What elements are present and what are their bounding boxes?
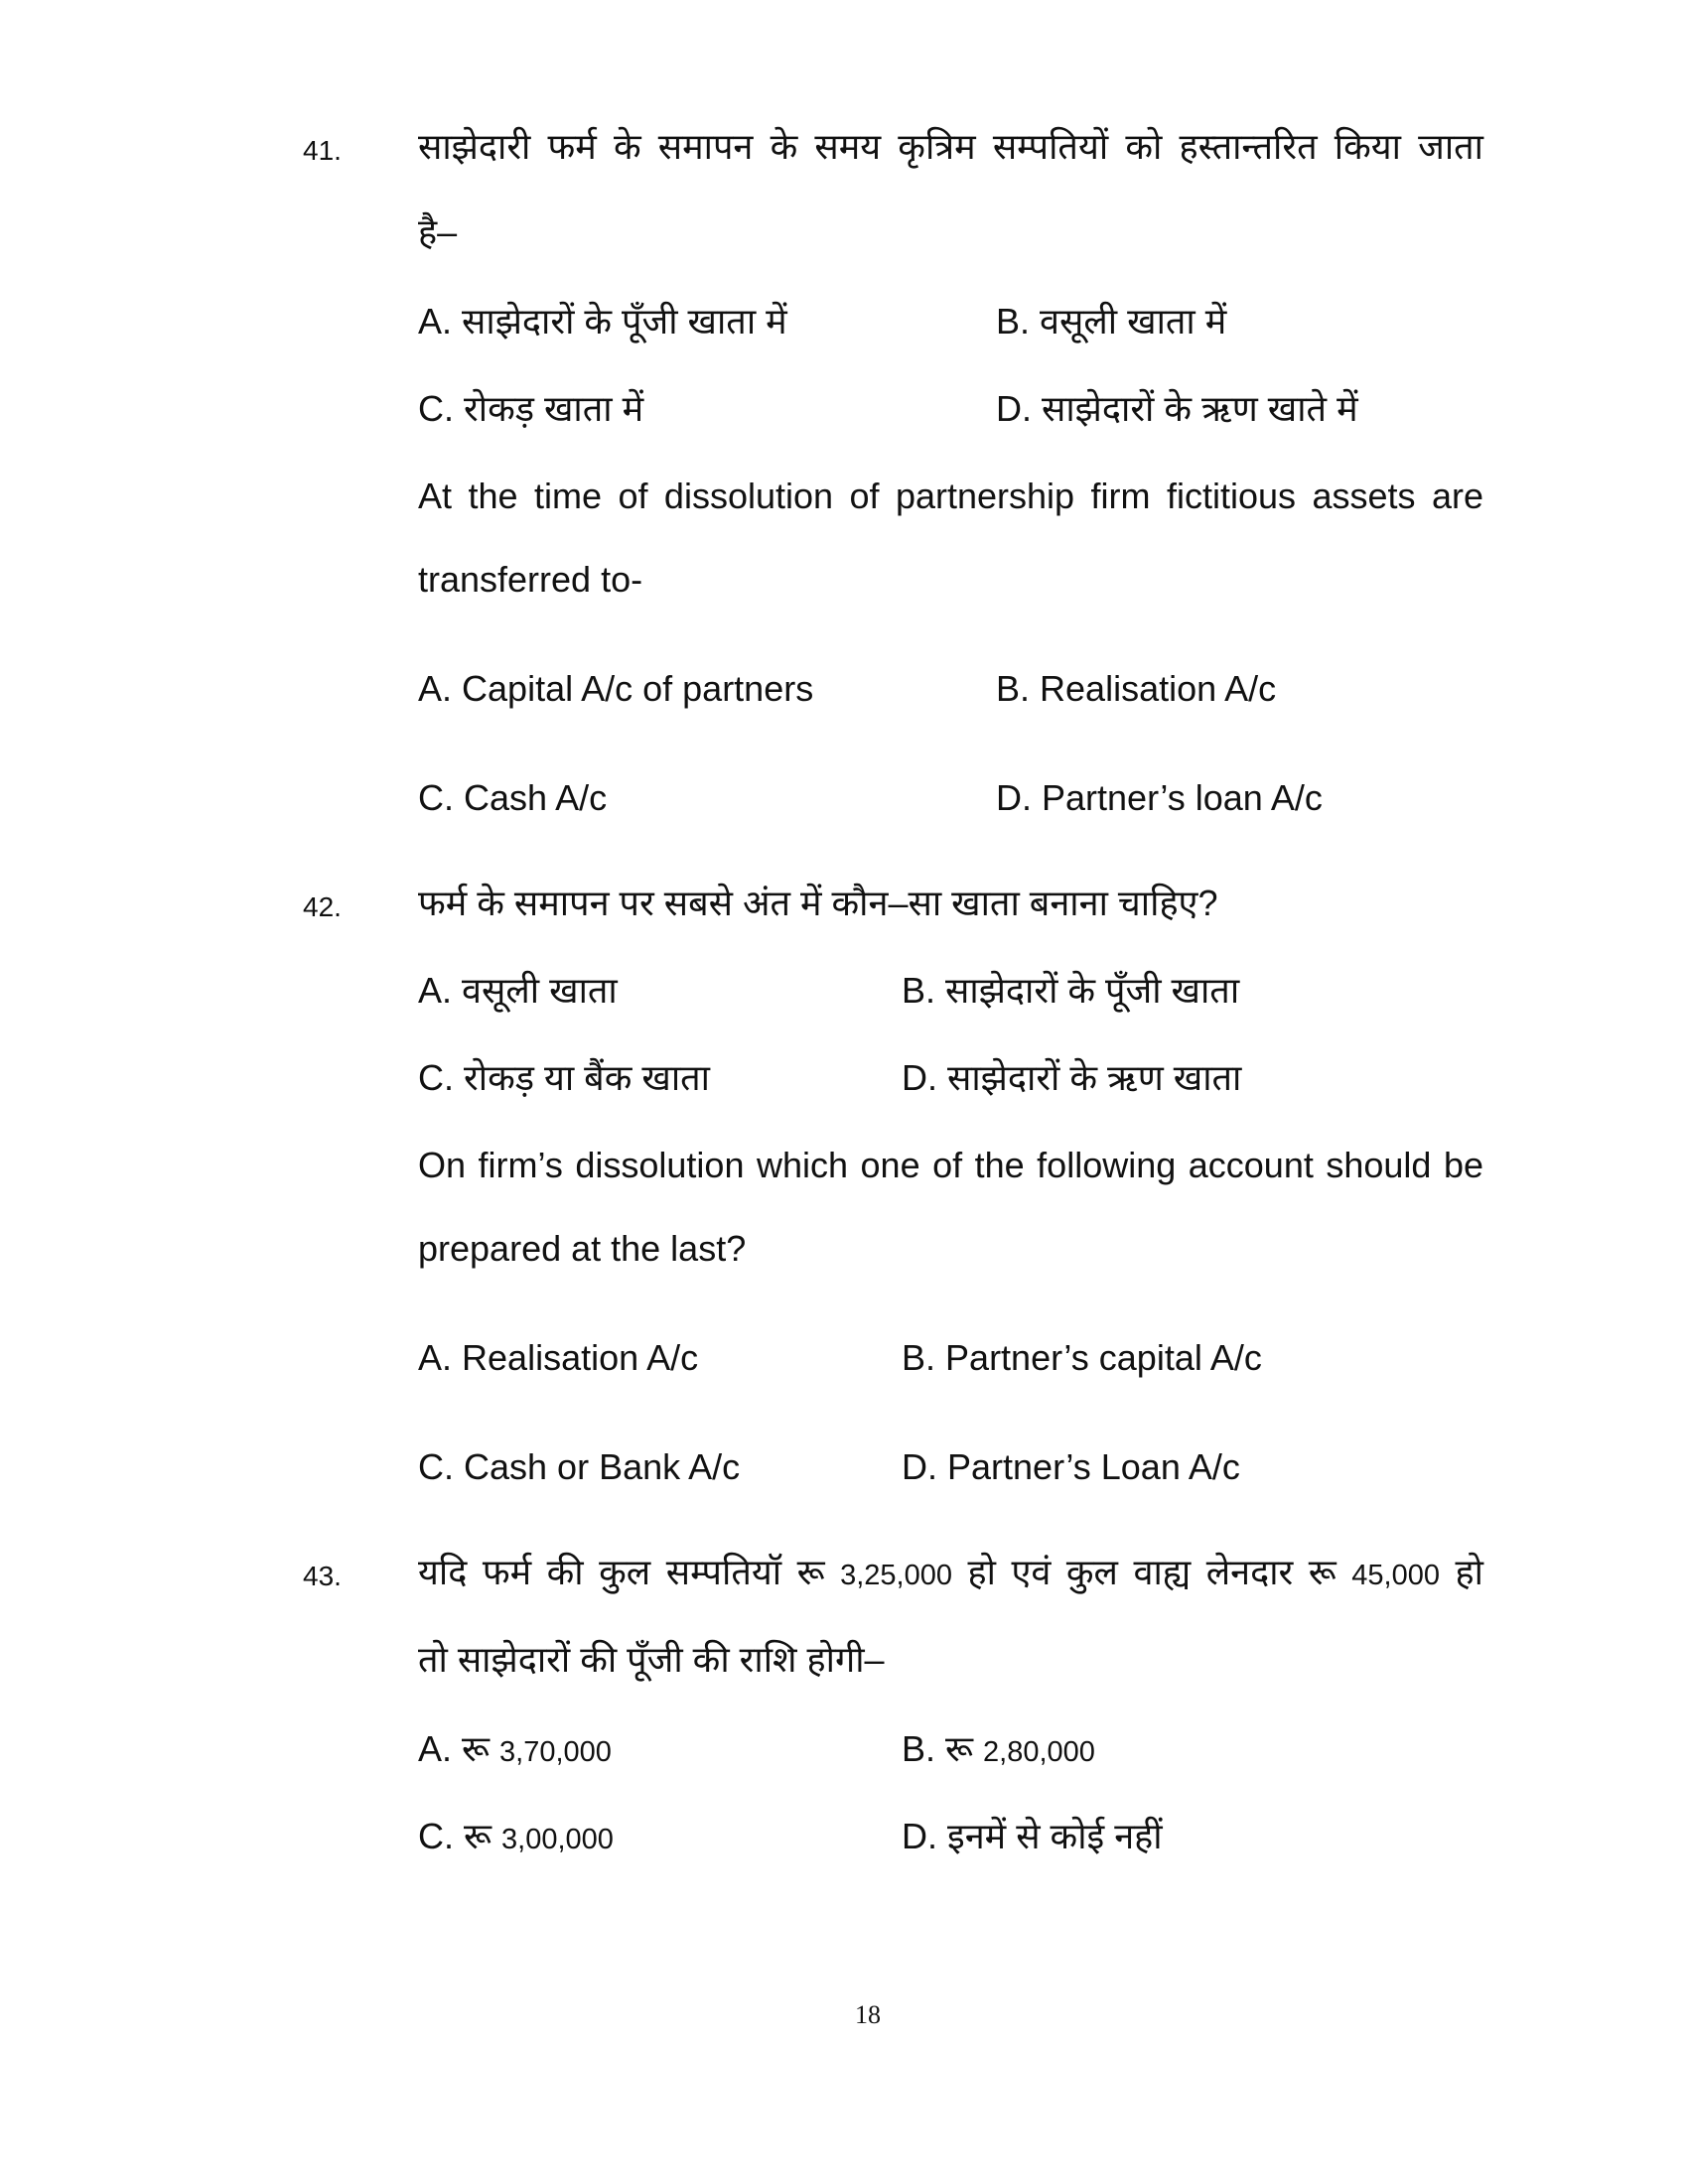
option-text: वसूली खाता — [462, 970, 618, 1011]
question-text: हो एवं कुल वाह्य लेनदार रू — [967, 1552, 1336, 1592]
question-41-hindi-option-d — [996, 389, 1358, 429]
option-letter: D. — [996, 777, 1032, 818]
option-text: Cash or Bank A/c — [464, 1446, 741, 1487]
question-text: हो — [1455, 1552, 1483, 1592]
option-letter: C. — [418, 1057, 454, 1098]
page-number: 18 — [855, 2000, 881, 2029]
question-41-english-option-c — [418, 778, 607, 818]
question-43-hindi-line-2: तो साझेदारों की पूँजी की राशि होगी– — [418, 1639, 885, 1680]
question-42-hindi-option-a — [418, 971, 618, 1011]
option-currency: रू — [464, 1816, 492, 1856]
option-text: इनमें से कोई नहीं — [947, 1816, 1163, 1856]
option-letter: B. — [902, 970, 936, 1011]
option-text: साझेदारों के ऋण खाते में — [1042, 388, 1358, 429]
option-letter: A. — [418, 301, 453, 341]
question-42-hindi-option-b — [902, 971, 1239, 1011]
question-41-english-line-1: At the time of dissolution of partnership firm fictitious assets are — [418, 476, 1483, 516]
question-42-english-option-d — [902, 1447, 1240, 1487]
option-amount: 3,00,000 — [501, 1824, 614, 1855]
option-text: Cash A/c — [464, 777, 608, 818]
question-43-hindi-option-c — [418, 1817, 614, 1856]
question-42-hindi-option-c — [418, 1058, 710, 1098]
question-42-hindi-line-1: फर्म के समापन पर सबसे अंत में कौन–सा खाता बनाना चाहिए? — [418, 883, 1218, 923]
question-41-hindi-option-b — [996, 302, 1226, 341]
question-41-english-option-d — [996, 778, 1323, 818]
option-letter: B. — [902, 1337, 936, 1378]
question-43-hindi-option-b — [902, 1729, 1095, 1769]
amount-value: 45,000 — [1351, 1560, 1440, 1591]
option-letter: D. — [902, 1816, 937, 1856]
option-text: साझेदारों के पूँजी खाता — [945, 970, 1240, 1011]
option-letter: B. — [902, 1728, 936, 1769]
option-text: रोकड़ खाता में — [464, 388, 644, 429]
question-42-english-option-c — [418, 1447, 740, 1487]
option-letter: C. — [418, 388, 454, 429]
option-amount: 3,70,000 — [499, 1736, 612, 1768]
option-letter: D. — [902, 1057, 937, 1098]
question-42-english-option-b — [902, 1338, 1262, 1378]
question-41-hindi-option-c — [418, 389, 643, 429]
question-41-hindi-line-2: है– — [418, 211, 458, 252]
question-43-number: 43. — [303, 1561, 342, 1591]
option-letter: C. — [418, 777, 454, 818]
question-41-hindi-option-a — [418, 302, 787, 341]
option-letter: D. — [996, 388, 1032, 429]
option-text: Realisation A/c — [462, 1337, 699, 1378]
option-text: साझेदारों के पूँजी खाता में — [462, 301, 787, 341]
option-letter: A. — [418, 668, 453, 709]
option-amount: 2,80,000 — [983, 1736, 1095, 1768]
question-42-english-option-a — [418, 1338, 698, 1378]
option-currency: रू — [945, 1728, 974, 1769]
question-42-number: 42. — [303, 891, 342, 922]
option-currency: रू — [462, 1728, 491, 1769]
option-text: Partner’s capital A/c — [945, 1337, 1262, 1378]
option-text: Partner’s loan A/c — [1042, 777, 1323, 818]
question-41-english-line-2: transferred to- — [418, 559, 643, 600]
option-letter: A. — [418, 1337, 453, 1378]
question-43-hindi-option-a — [418, 1729, 612, 1769]
option-text: Partner’s Loan A/c — [947, 1446, 1240, 1487]
option-text: वसूली खाता में — [1040, 301, 1227, 341]
question-41-number: 41. — [303, 135, 342, 166]
question-41-english-option-a — [418, 669, 813, 709]
question-text: यदि फर्म की कुल सम्पतियॉ रू — [418, 1552, 825, 1592]
question-43-hindi-option-d — [902, 1817, 1163, 1856]
question-42-hindi-option-d — [902, 1058, 1241, 1098]
question-41-hindi-line-1: साझेदारी फर्म के समापन के समय कृत्रिम सम्पतियों को हस्तान्तरित किया जाता — [418, 126, 1483, 167]
option-text: साझेदारों के ऋण खाता — [947, 1057, 1242, 1098]
option-text: रोकड़ या बैंक खाता — [464, 1057, 711, 1098]
option-letter: A. — [418, 970, 453, 1011]
option-text: Realisation A/c — [1040, 668, 1277, 709]
question-41-english-option-b — [996, 669, 1276, 709]
question-42-english-line-2: prepared at the last? — [418, 1228, 747, 1269]
option-letter: C. — [418, 1816, 454, 1856]
option-text: Capital A/c of partners — [462, 668, 814, 709]
option-letter: C. — [418, 1446, 454, 1487]
question-43-hindi-line-1 — [418, 1553, 1483, 1592]
option-letter: A. — [418, 1728, 453, 1769]
option-letter: D. — [902, 1446, 937, 1487]
option-letter: B. — [996, 301, 1031, 341]
amount-value: 3,25,000 — [840, 1560, 952, 1591]
option-letter: B. — [996, 668, 1031, 709]
question-42-english-line-1: On firm’s dissolution which one of the following account should be — [418, 1145, 1483, 1185]
